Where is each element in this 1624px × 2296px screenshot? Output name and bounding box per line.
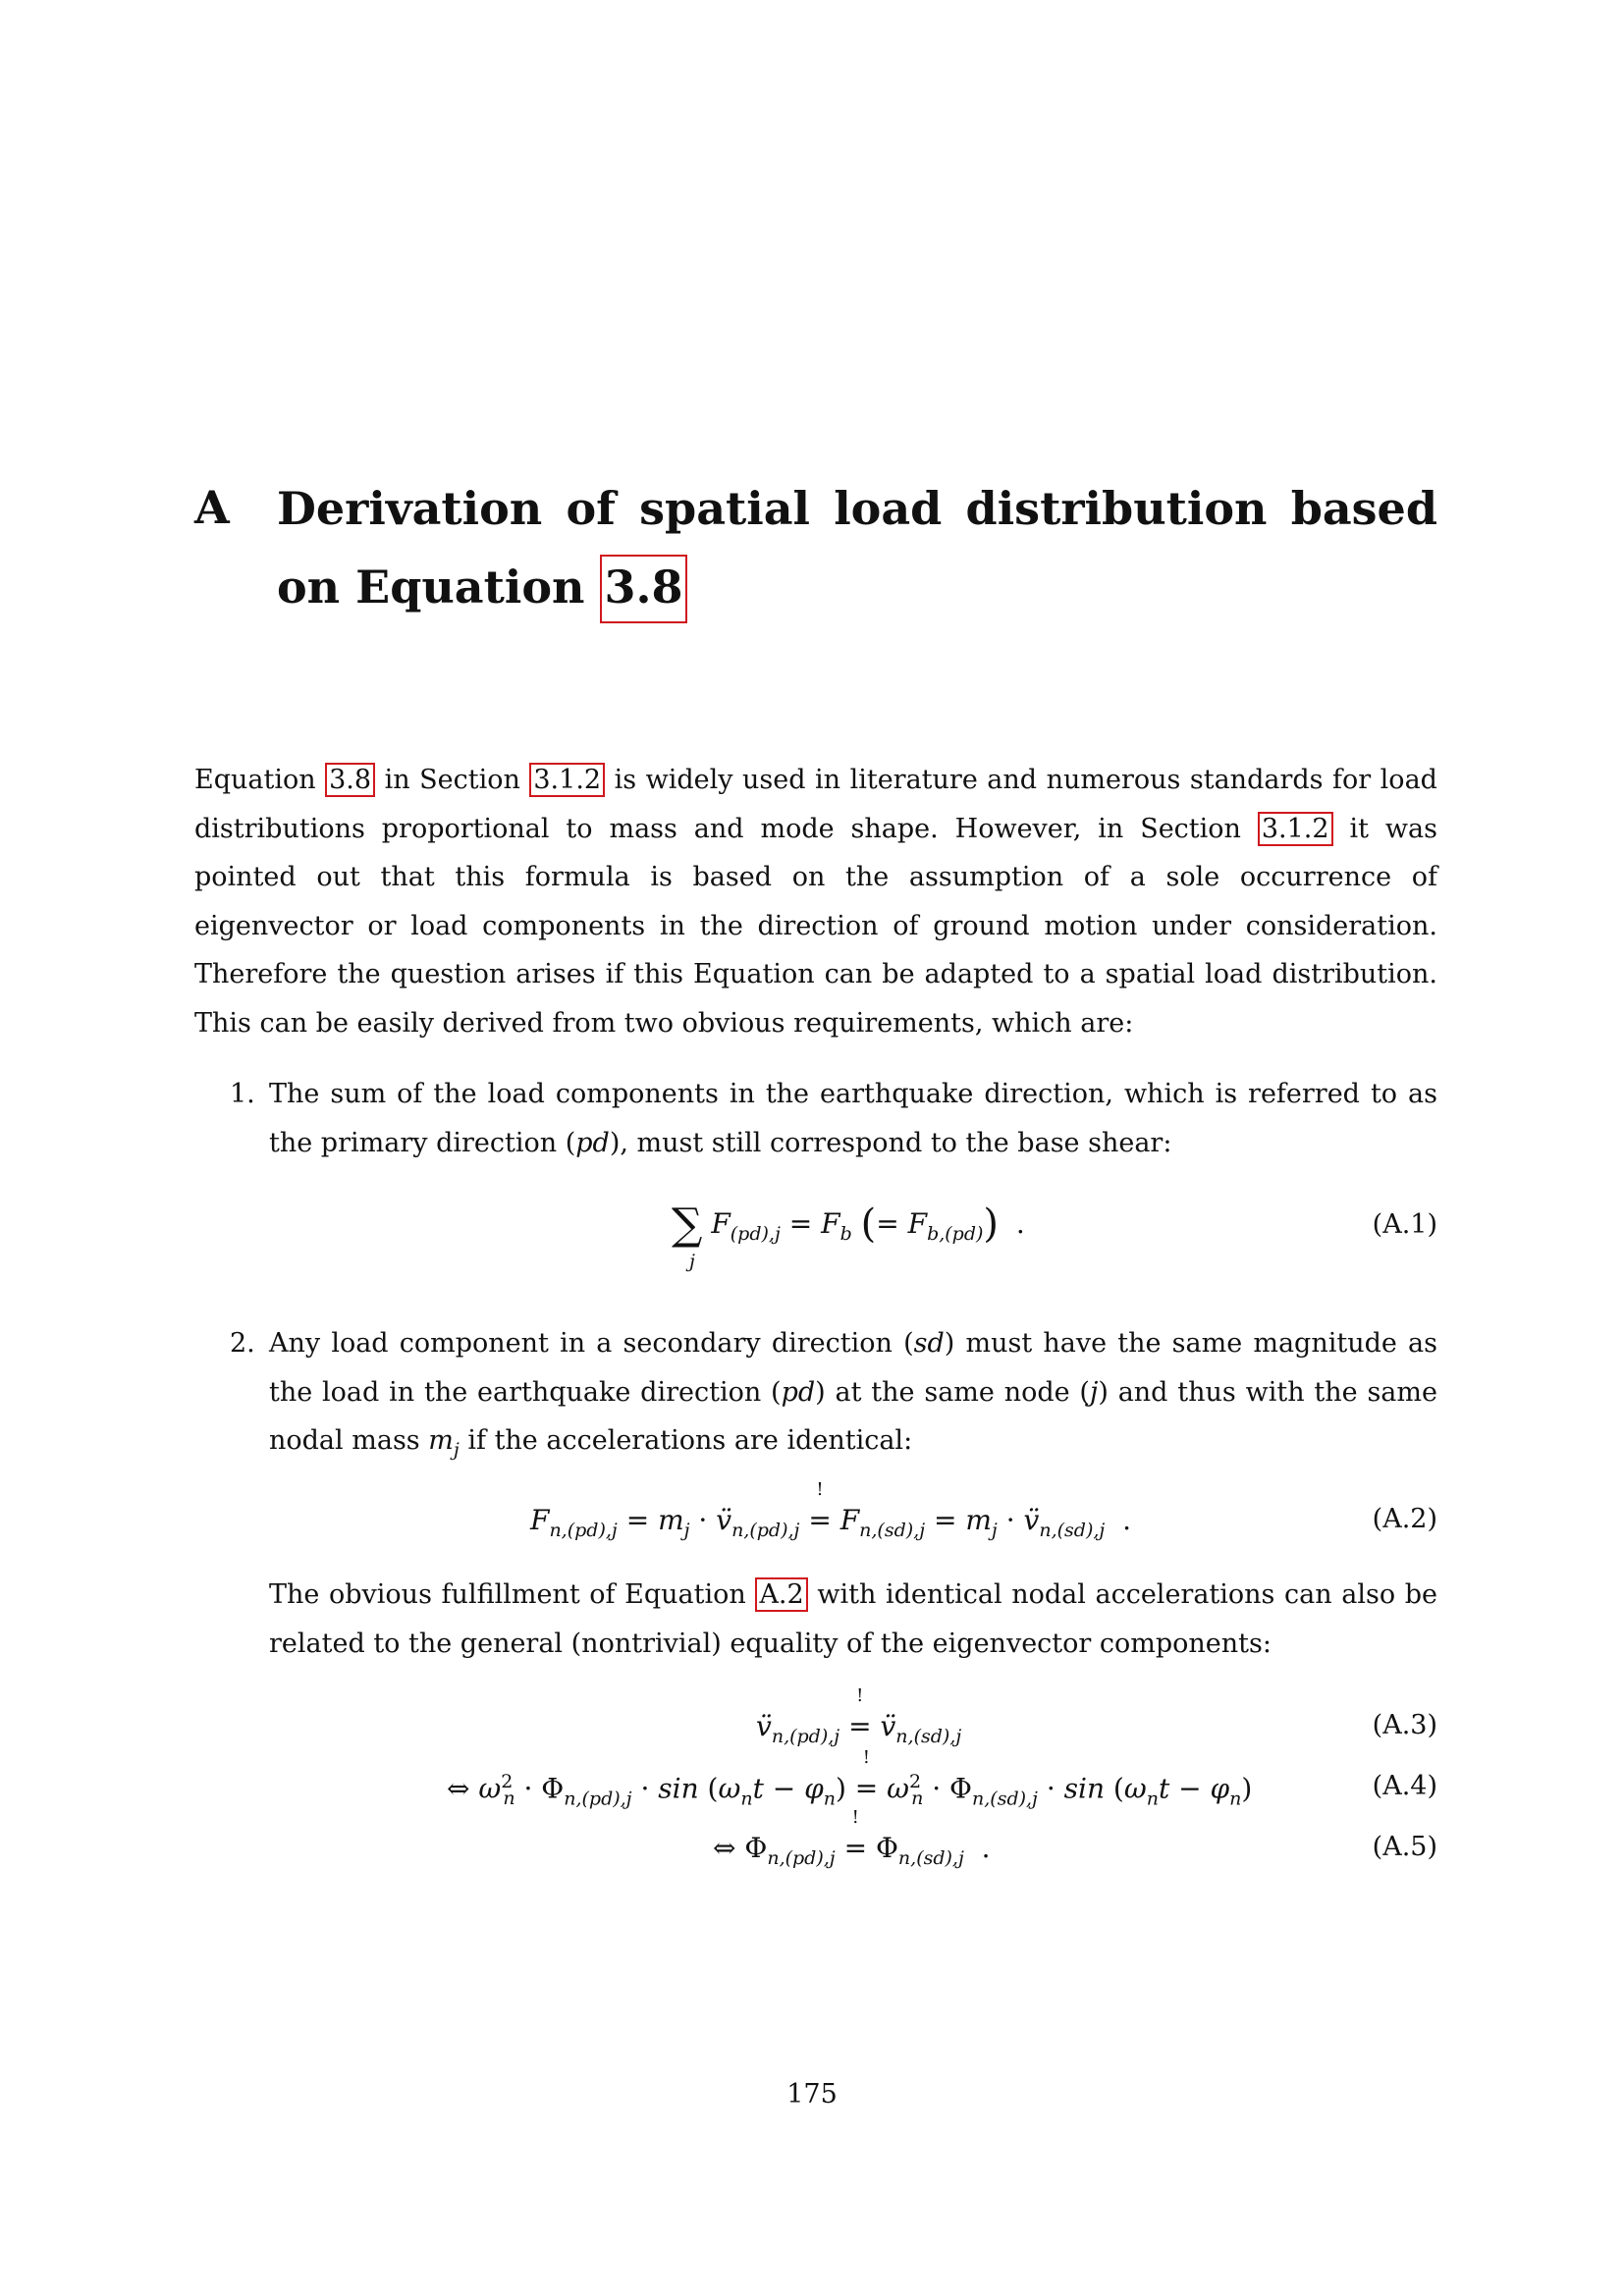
equation-number-a5: (A.5) <box>1372 1832 1437 1862</box>
para2-text-2: with identical nodal accelerations can also be related to the general (nontrivial) equality of the eigenvector components: <box>269 1579 1438 1659</box>
equation-a1: ∑ j $F_{(pd),j} = F_b$ (= $F_{b,(pd)}$) . <box>672 1200 1025 1272</box>
list-item <box>230 1319 1437 1475</box>
item2-text-5: if the accelerations are identical: <box>467 1425 913 1456</box>
item2-var-sd: sd <box>913 1328 945 1359</box>
chapter-letter: A <box>194 481 230 534</box>
item1-text-2: ), must still correspond to the base shear: <box>609 1127 1172 1158</box>
item2-var-m-sub: j <box>453 1439 460 1461</box>
equation-link-3-8[interactable]: 3.8 <box>325 763 375 797</box>
chapter-title <box>277 469 1437 626</box>
list-item-number: 1. <box>230 1079 255 1109</box>
equation-number-a1: (A.1) <box>1372 1209 1437 1240</box>
intro-text-3: is widely used in literature and numerous standards for load distributions proportional to mass and mode shape. However, in Section <box>194 765 1437 844</box>
item2-var-m: m <box>428 1425 454 1456</box>
list-item-number: 2. <box>230 1328 255 1359</box>
section-link-3-1-2[interactable]: 3.1.2 <box>529 763 605 797</box>
equation-number-a3: (A.3) <box>1372 1710 1437 1740</box>
equation-a3: $v̈_{n,(pd),j}$ ! = $v̈_{n,(sd),j}$ <box>756 1710 961 1747</box>
item2-var-j: j <box>1089 1376 1099 1408</box>
section-link-3-1-2-second[interactable]: 3.1.2 <box>1258 812 1333 846</box>
equation-a5: ⇔ $\Phi_{n,(pd),j}$ ! = $\Phi_{n,(sd),j}$ . <box>713 1832 991 1869</box>
equation-a2: $F_{n,(pd),j} = m_j$ · $v̈_{n,(pd),j}$ ! = $F_{n,(sd),j} = m_j$ · $v̈_{n,(sd),j}$ . <box>530 1504 1131 1541</box>
chapter-title-equation-link[interactable]: 3.8 <box>600 555 686 623</box>
equation-a4: ⇔ $\omega^2_n \cdot \Phi_{n,(pd),j} \cdot \sin (\omega_nt - \varphi_n)$ ! = $\omega^2_n \cdot \Phi_{n,(sd),j} \cdot \sin (\omega_nt - \varphi_n)$ <box>447 1771 1252 1809</box>
item2-var-pd: pd <box>781 1376 816 1408</box>
chapter-title-text: Derivation of spatial load distribution based on Equation <box>277 482 1437 614</box>
intro-text-2: in Section <box>384 765 520 795</box>
item2-text-1: Any load component in a secondary direction ( <box>269 1328 914 1359</box>
paragraph-2 <box>269 1571 1437 1668</box>
item1-text-1: The sum of the load components in the earthquake direction, which is referred to as the primary direction ( <box>269 1079 1437 1158</box>
item2-text-3: ) at the same node ( <box>815 1376 1090 1408</box>
page-number: 175 <box>786 2079 838 2109</box>
equation-number-a4: (A.4) <box>1372 1771 1437 1801</box>
para2-text-1: The obvious fulfillment of Equation <box>269 1579 746 1610</box>
equation-number-a2: (A.2) <box>1372 1504 1437 1534</box>
intro-text-4: it was pointed out that this formula is based on the assumption of a sole occurrence of eigenvector or load components in the direction of ground motion under consideration. Therefore the question arises if this Equation can be adapted to a spatial load distribution. This can be easily derived from two obvious requirements, which are: <box>194 813 1437 1039</box>
item2-text-4: ) and thus with the same nodal mass <box>269 1376 1437 1456</box>
intro-paragraph <box>194 756 1437 1047</box>
list-item <box>230 1070 1437 1167</box>
equation-link-a-2[interactable]: A.2 <box>755 1577 807 1612</box>
item1-var-pd: pd <box>575 1127 610 1158</box>
intro-text-1: Equation <box>194 765 316 795</box>
item2-text-2: ) must have the same magnitude as the load in the earthquake direction ( <box>269 1328 1437 1408</box>
